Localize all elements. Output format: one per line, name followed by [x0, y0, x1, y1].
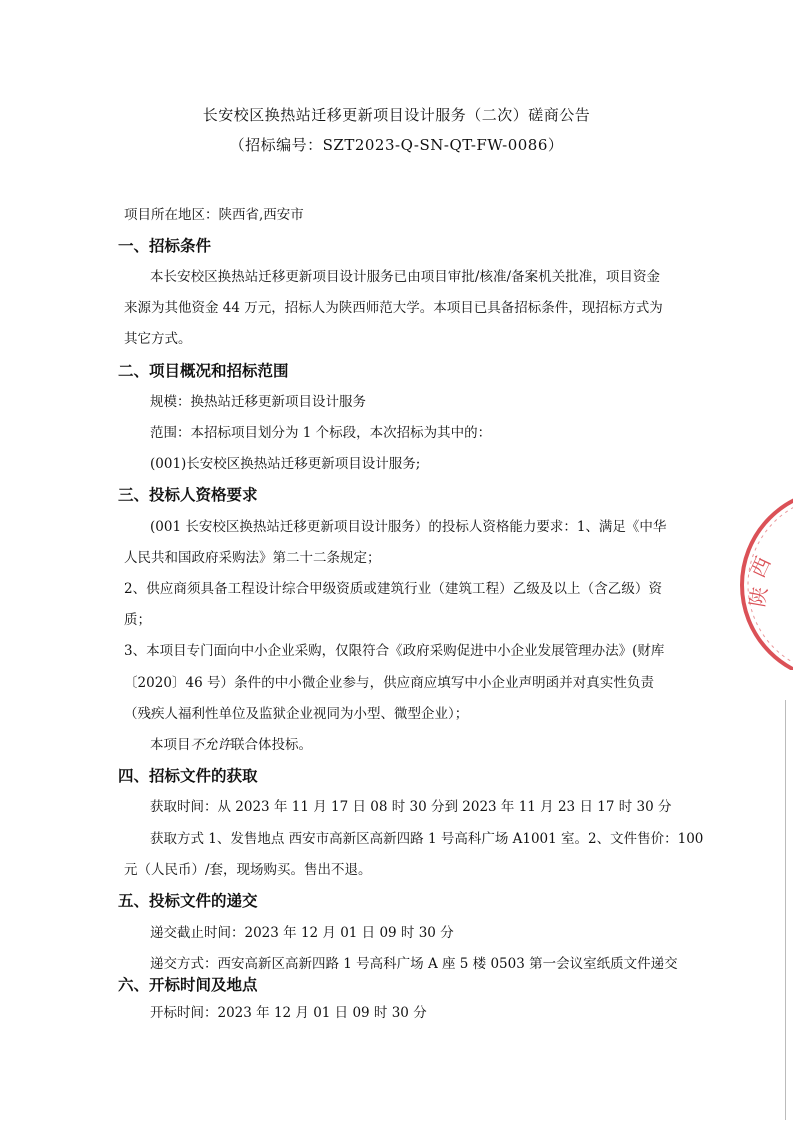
consortium-note: [150, 736, 312, 754]
project-scale: 规模：换热站迁移更新项目设计服务: [150, 394, 366, 410]
section-1-para-line: [124, 299, 663, 317]
section-2-heading: 二、项目概况和招标范围: [118, 362, 289, 380]
consortium-text-a: 本项目: [150, 737, 191, 753]
official-seal: [725, 490, 793, 670]
section-3-text-6: 〔2020〕46 号）条件的中小微企业参与，供应商应填写中小企业声明函并对真实性负责: [124, 675, 654, 691]
section-4-heading: 四、招标文件的获取: [118, 767, 258, 785]
submission-method: 递交方式：西安高新区高新四路 1 号高科广场 A 座 5 楼 0503 第一会议室纸质文件递交: [150, 956, 678, 972]
section-3-text-2: 人民共和国政府采购法》第二十二条规定；: [124, 550, 381, 566]
consortium-text-b: 不允许: [190, 737, 231, 753]
opening-time: 开标时间：2023 年 12 月 01 日 09 时 30 分: [150, 1005, 427, 1021]
section-3-para-line: [124, 642, 665, 660]
acquisition-method-2: 元（人民币）/套，现场购买。售出不退。: [124, 862, 372, 878]
section-1-text-1: 本长安校区换热站迁移更新项目设计服务已由项目审批/核准/备案机关批准，项目资金: [150, 269, 660, 285]
section-1-text-2: 来源为其他资金 44 万元，招标人为陕西师范大学。本项目已具备招标条件，现招标方式为: [124, 300, 663, 316]
page-edge-line: [785, 700, 786, 1120]
section-3-text-4: 质；: [124, 612, 151, 628]
section-1-text-3: 其它方式。: [124, 331, 192, 347]
section-6-heading: 六、开标时间及地点: [118, 976, 258, 994]
project-scope: 范围：本招标项目划分为 1 个标段，本次招标为其中的：: [150, 425, 492, 441]
document-title: 长安校区换热站迁移更新项目设计服务（二次）磋商公告: [202, 106, 591, 124]
seal-char-1: 陕: [744, 584, 773, 609]
project-lot: (001)长安校区换热站迁移更新项目设计服务;: [150, 456, 421, 472]
section-1-heading: 一、招标条件: [118, 237, 212, 255]
section-5-heading: 五、投标文件的递交: [118, 892, 258, 910]
project-region: 项目所在地区：陕西省,西安市: [124, 207, 304, 223]
section-3-heading: 三、投标人资格要求: [118, 486, 258, 504]
section-3-text-7: （残疾人福利性单位及监狱企业视同为小型、微型企业）；: [124, 706, 469, 722]
section-3-text-5: 3、本项目专门面向中小企业采购，仅限符合《政府采购促进中小企业发展管理办法》(财库: [124, 643, 665, 659]
section-4-para-line: [150, 830, 704, 848]
section-3-para-line: [124, 674, 654, 692]
consortium-text-c: 联合体投标。: [231, 737, 312, 753]
section-3-para-line: [124, 580, 662, 598]
seal-char-2: 西: [745, 552, 776, 582]
submission-deadline: 递交截止时间：2023 年 12 月 01 日 09 时 30 分: [150, 925, 454, 941]
tender-number: （招标编号：SZT2023-Q-SN-QT-FW-0086）: [229, 136, 564, 154]
section-3-text-1: (001 长安校区换热站迁移更新项目设计服务）的投标人资格能力要求：1、满足《中华: [150, 519, 667, 535]
section-3-text-3: 2、供应商须具备工程设计综合甲级资质或建筑行业（建筑工程）乙级及以上（含乙级）资: [124, 581, 662, 597]
section-1-para-line: [150, 268, 660, 286]
acquisition-method-1: 获取方式 1、发售地点 西安市高新区高新四路 1 号高科广场 A1001 室。2、文件售价：100: [150, 831, 704, 847]
acquisition-time: 获取时间：从 2023 年 11 月 17 日 08 时 30 分到 2023 年 11 月 23 日 17 时 30 分: [150, 799, 672, 815]
section-3-para-line: [150, 518, 667, 536]
seal-ring-graphic: [725, 490, 793, 670]
